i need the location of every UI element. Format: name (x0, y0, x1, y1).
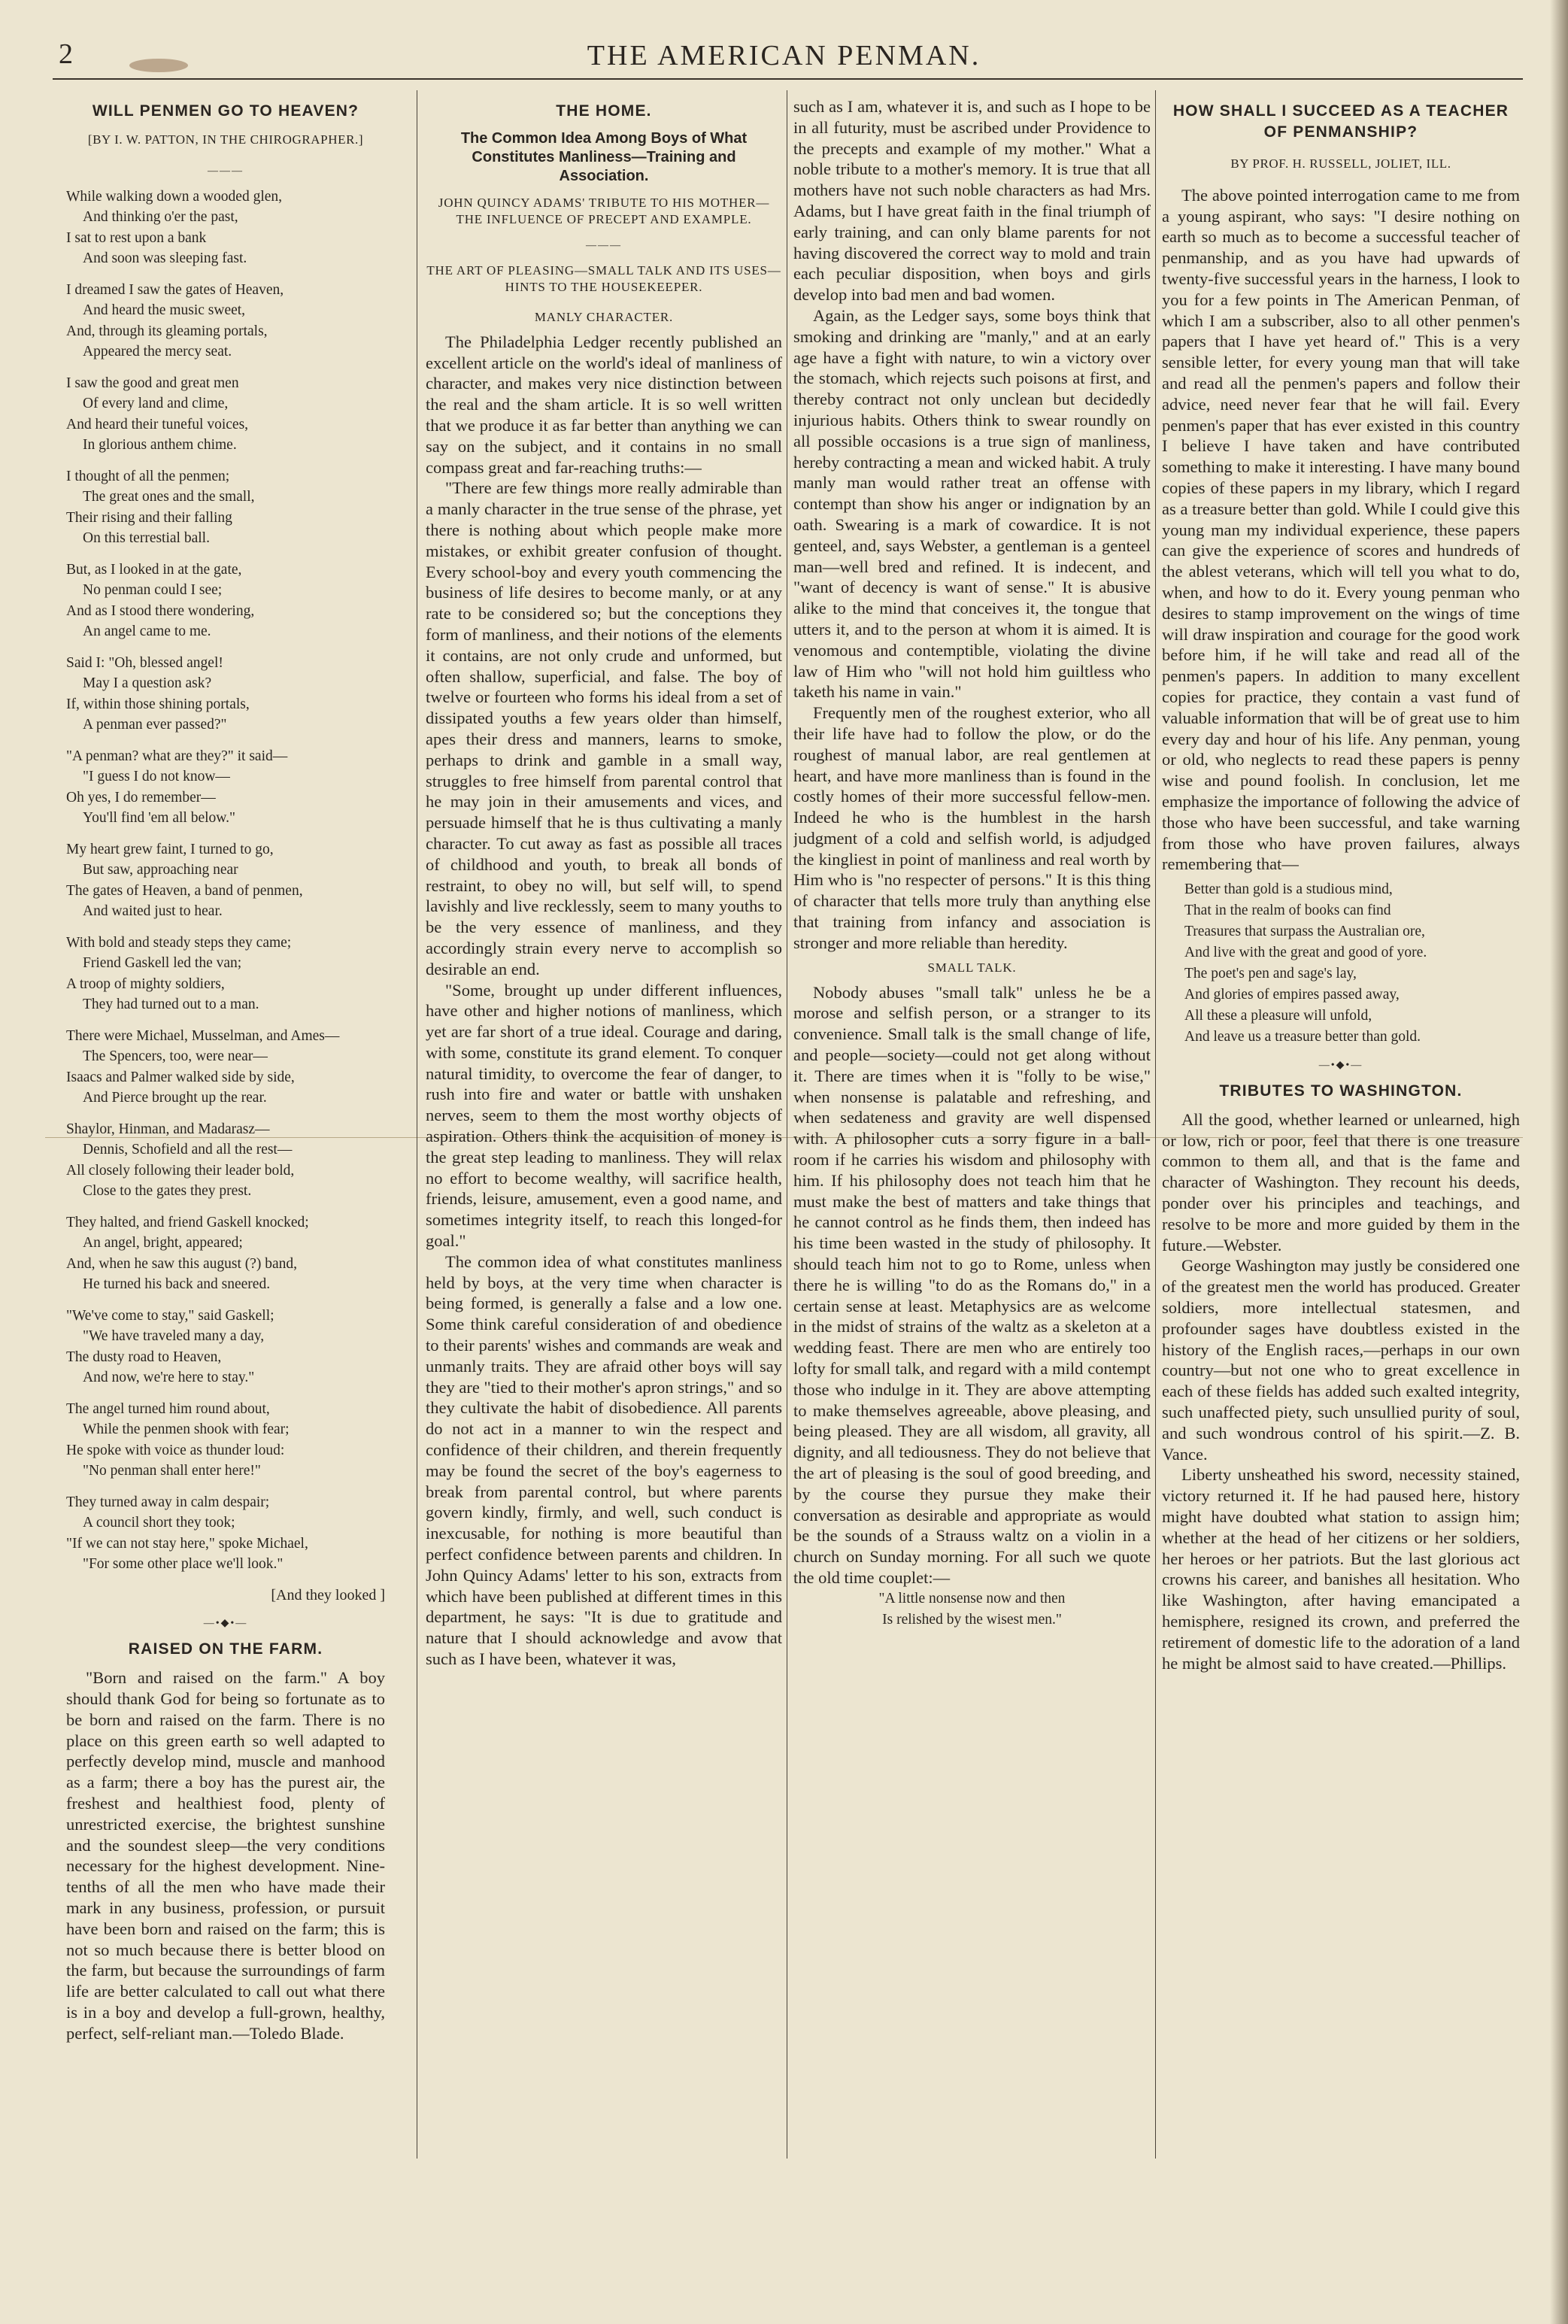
poem-line: And, when he saw this august (?) band, (66, 1255, 298, 1272)
verse-line: And leave us a treasure better than gold. (1184, 1029, 1421, 1045)
poem-line: "No penman shall enter here!" (83, 1463, 261, 1479)
poem-line: Of every land and clime, (83, 396, 229, 412)
poem-line: My heart grew faint, I turned to go, (66, 841, 274, 857)
page-number: 2 (59, 38, 73, 70)
home-paragraph: The Philadelphia Ledger recently published an excellent article on the world's ideal of manliness of character, and makes very nice distinction between the real and the sham article. It is so well written that we produce it as far better than anything we can say on the subject, and it contains in no small compass great and far-reaching truths:— (426, 332, 782, 477)
washington-paragraph: Liberty unsheathed his sword, necessity stained, victory returned it. If he had paused here, history might have doubted what station to assign him; whether at the head of her citizens or her soldiers, her heroes or her patriots. But the last glorious act crowns his career, and banishes all hesitation. Who like Washington, after having emancipated a hemisphere, resigned its crown, and preferred the retirement of domestic life to the adoration of a land he might be almost said to have created.—Phillips. (1162, 1465, 1520, 1673)
body-paragraph: Nobody abuses "small talk" unless he be a morose and selfish person, or a stranger to its convenience. Small talk is the small change of life, and people—society—could not get along without it. There are times when it is "folly to be wise," when nonsense is palatable and refreshing, and when sedateness and gravity are well dispensed with. A philosopher cuts a sorry figure in a ball-room if he carries his wisdom and philosophy with him. If his philosophy does not teach him that he must make the best of matters and take things that he cannot control as he finds them, then indeed has his time been wasted in the study of philosophy. It should teach him not to go to Rome, unless when there he is willing "to do as the Romans do," in a certain sense at least. Metaphysics are as welcome in the midst of strains of the waltz as a skeleton at a wedding feast. There are men who are entirely too lofty for small talk, and regard with a mild contempt those who indulge in it. They are above attempting to make themselves agreeable, above pleasing, and being pleased. They are all wisdom, all gravity, all dignity, and all tediousness. They do not believe that the art of pleasing is the soul of good breeding, and by the course they pursue they make their conversation as desirable and appropriate as would be the sounds of a Strauss waltz on a violin in a church on Sunday morning. For all such we quote the old time couplet:— (793, 982, 1151, 1587)
poem-line: With bold and steady steps they came; (66, 934, 292, 951)
poem-line: Appeared the mercy seat. (83, 344, 232, 360)
column-2 (426, 96, 782, 2157)
poem-line: But, as I looked in at the gate, (66, 561, 242, 578)
poem-line: The great ones and the small, (83, 489, 255, 505)
poem-line: "For some other place we'll look." (83, 1556, 284, 1573)
poem-stanza (66, 1119, 385, 1202)
poem-line: While the penmen shook with fear; (83, 1421, 290, 1438)
poem-line: The gates of Heaven, a band of penmen, (66, 882, 303, 899)
poem-line: And soon was sleeping fast. (83, 250, 247, 267)
column-rule (1155, 90, 1156, 2159)
poem-stanza (66, 933, 385, 1015)
poem-line: I sat to rest upon a bank (66, 229, 207, 246)
poem-line: And heard the music sweet, (83, 302, 246, 319)
poem-line: Isaacs and Palmer walked side by side, (66, 1069, 295, 1085)
home-caps-1: JOHN QUINCY ADAMS' TRIBUTE TO HIS MOTHER—THE INFLUENCE OF PRECEPT AND EXAMPLE. (438, 196, 770, 226)
poem-line: A troop of mighty soldiers, (66, 975, 225, 992)
column-1 (66, 96, 385, 2157)
washington-paragraph: George Washington may justly be considered one of the greatest men the world has produced. Greater soldiers, more intellectual statesmen, and profounder sages have doubtless existed in the history of the English races,—perhaps in our own country—but not one who to great excellence in each of these fields has added such exalted integrity, such unaffected piety, such unsullied purity of soul, and such wondrous control of his spirit.—Z. B. Vance. (1162, 1256, 1520, 1464)
poem-stanza (66, 1026, 385, 1109)
poem-line: Close to the gates they prest. (83, 1183, 252, 1200)
poem-line: No penman could I see; (83, 582, 223, 599)
home-paragraph: "There are few things more really admirable than a manly character in the true sense of the phrase, yet there is nothing about which people make more mistakes, or exhibit greater confusion of thought. Every school-boy and every youth commencing the business of life desires to become manly, or at any rate to be considered so; but the conceptions they form of manliness, and their notions of the elements it contains, are not only crude and unformed, but often shallow, superficial, and false. The boy of twelve or fourteen who forms his ideal from a set of dissipated youths a few years older than himself, apes their dress and manners, learns to smoke, perhaps to drink and gamble in a small way, struggles to free himself from parental control that he may join in their amusements and vices, and persuade himself that he is thus cultivating a manly character. To cut away as fast as possible all traces of childhood and youth, to break all bonds of restraint, to obey no will, but self will, to spend lavishly and live recklessly, seem to many youths to be the very essence of manliness, and they accordingly strain every nerve to accomplish so desirable an end. (426, 478, 782, 978)
poem-line: Shaylor, Hinman, and Madarasz— (66, 1121, 270, 1137)
poem-line: I saw the good and great men (66, 375, 239, 391)
poem-line: The Spencers, too, were near— (83, 1048, 268, 1065)
verse-line: Treasures that surpass the Australian ore, (1184, 924, 1425, 940)
poem-line: He spoke with voice as thunder loud: (66, 1442, 285, 1458)
poem-line: They halted, and friend Gaskell knocked; (66, 1214, 309, 1230)
poem-line: And, through its gleaming portals, (66, 323, 268, 339)
farm-paragraph: "Born and raised on the farm." A boy should thank God for being so fortunate as to be born and raised on the farm. There is no place on this green earth so well adapted to perfectly develop mind, muscle and manhood as a farm; there a boy has the purest air, the freshest and healthiest food, plenty of unrestricted exercise, the brightest sunshine and the soundest sleep—the very conditions necessary for the highest development. Nine-tenths of all the men who have made their mark in any business, profession, or pursuit have been born and raised on the farm; this is not so much because there is better blood on the farm, but because the surroundings of farm life are better calculated to call out what there is in a boy and develop a full-grown, healthy, perfect, self-reliant man.—Toledo Blade. (66, 1668, 385, 2043)
poem-line: Said I: "Oh, blessed angel! (66, 654, 223, 671)
poem-line: A penman ever passed?" (83, 717, 227, 733)
poem-line: Oh yes, I do remember— (66, 789, 216, 806)
verse-line: And glories of empires passed away, (1184, 987, 1400, 1003)
poem-line: May I a question ask? (83, 675, 212, 692)
poem-line: And thinking o'er the past, (83, 209, 238, 226)
section-head-small-talk: SMALL TALK. (927, 960, 1017, 975)
home-title: THE HOME. (556, 102, 652, 120)
column-3 (793, 96, 1151, 2157)
teacher-paragraph: The above pointed interrogation came to me from a young aspirant, who says: "I desire nothing on earth so much as to become a successful teacher of penmanship, and as you have had upwards of twenty-five successful years in the harness, I look to you for a few points in The American Penman, of which I am a subscriber, also to all other penmen's papers that I have yet heard of." This is a very sensible letter, for every young man that will take and read all the penmen's papers and follow their advice, need never fear that he will fail. Every penmen's paper that has ever existed in this country I believe I have taken and have contributed something to make it interesting. I have many bound copies of these papers in my library, which I regard as a treasure better than gold. While I could give this young man my individual experience, these papers can give the experience of scores and hundreds of the ablest veterans, which will tell you what to do, when, and how to do it. Every young penman who desires to stamp improvement on the wings of time will draw inspiration and courage for the good work before him, if he will take and read all of the penmen's papers. In addition to many excellent copies for practice, they contain a vast fund of valuable information that will be of great use to him every day and hour of his life. Any penman, young or old, who neglects to read these papers is penny wise and pound foolish. In conclusion, let me emphasize the importance of following the advice of those who have been successful, and take warning from those who have proven failures, always remembering that— (1162, 185, 1520, 874)
page-edge-shadow (1550, 0, 1568, 2324)
poem-line: "I guess I do not know— (83, 769, 230, 785)
poem-line: And now, we're here to stay." (83, 1370, 255, 1386)
poem-line: On this terrestial ball. (83, 530, 210, 547)
verse-line: The poet's pen and sage's lay, (1184, 966, 1357, 982)
body-paragraph: Again, as the Ledger says, some boys think that smoking and drinking are "manly," and at an early age have a fight with nature, to win a victory over the stomach, which rejects such poisons at first, and thereby contract not only unclean but decidedly injurious habits. Others think to swear roundly on all possible occasions is a true sign of manliness, hereby contracting a mean and wicked habit. A truly manly man would rather treat an offense with contempt than show his anger or indignation by an oath. Swearing is a mark of cowardice. It is not genteel, and, says Webster, a gentleman is a genteel man—well bred and refined. It is indecent, and "want of decency is want of sense." It is abusive alike to the mind that conceives it, the tongue that utters it, and to the person at whom it is aimed. It is venomous and contemptible, violating the divine law of Him who "will not hold him guiltless who taketh his name in vain." (793, 305, 1151, 702)
poem-line: Dennis, Schofield and all the rest— (83, 1142, 293, 1158)
teacher-byline: BY PROF. H. RUSSELL, JOLIET, ILL. (1230, 156, 1451, 171)
poem-stanza (66, 466, 385, 549)
teacher-title: HOW SHALL I SUCCEED AS A TEACHER OF PENMANSHIP? (1172, 102, 1509, 141)
poem-title: WILL PENMEN GO TO HEAVEN? (92, 102, 359, 120)
poem-stanza (66, 746, 385, 829)
poem-stanza (66, 653, 385, 736)
verse-block (1162, 879, 1520, 1048)
poem-line: An angel came to me. (83, 623, 211, 640)
poem-line: "If we can not stay here," spoke Michael, (66, 1535, 308, 1552)
poem-line: The angel turned him round about, (66, 1400, 270, 1417)
poem-line: All closely following their leader bold, (66, 1162, 295, 1179)
couplet-line: Is relished by the wisest men." (882, 1611, 1062, 1628)
poem-stanza (66, 187, 385, 269)
home-paragraph: "Some, brought up under different influences, have other and higher notions of manliness, which yet are far short of a true ideal. Courage and daring, with some, constitute its grand element. To conquer natural timidity, to overcome the fear of danger, to rush into fire and water or battle with unshaken nerves, seem to them the most worthy objects of aspiration. Others think the acquisition of money is the great step leading to manliness. They will relax no effort to become wealthy, will sacrifice health, friends, leisure, amusement, even a good name, and sometimes integrity itself, to reach this longed-for goal." (426, 980, 782, 1251)
poem-line: He turned his back and sneered. (83, 1276, 271, 1293)
poem-stanza (66, 560, 385, 642)
poem-line: "We have traveled many a day, (83, 1328, 265, 1345)
poem-line: If, within those shining portals, (66, 696, 250, 712)
poem-end: [And they looked ] (271, 1586, 385, 1603)
poem-line: And heard their tuneful voices, (66, 416, 249, 432)
verse-line: Better than gold is a studious mind, (1184, 881, 1393, 898)
washington-title: TRIBUTES TO WASHINGTON. (1219, 1082, 1463, 1100)
poem-stanza (66, 1306, 385, 1388)
poem-line: A council short they took; (83, 1515, 235, 1531)
poem-line: While walking down a wooded glen, (66, 188, 283, 205)
poem-line: "We've come to stay," said Gaskell; (66, 1307, 274, 1324)
poem-stanza (66, 1399, 385, 1482)
poem-line: Their rising and their falling (66, 509, 232, 526)
home-paragraph: The common idea of what constitutes manliness held by boys, at the very time when character is being formed, is generally a false and a low one. Some think careful consideration of and obedience to their parents' wishes and commands are weak and unmanly traits. They are afraid other boys will say they are "tied to their mother's apron strings," and so they cultivate the habit of disobedience. All parents do not act in a manner to win the respect and confidence of their children, and therein frequently may be found the secret of the boy's eagerness to break from parental control, but where parents govern kindly, firmly, and well, such conduct is inexcusable, for nothing is more beautiful than perfect confidence between parents and children. In John Quincy Adams' letter to his son, extracts from which have been published at different times in this department, he says: "It is due to gratitude and nature that I should acknowledge and avow that such as I have been, whatever it was, (426, 1252, 782, 1668)
masthead: THE AMERICAN PENMAN. (587, 40, 981, 71)
continued-paragraph: such as I am, whatever it is, and such as I hope to be in all futurity, must be ascribed under Providence to the precepts and example of my mother." What a noble tribute to a mother's memory. It is true that all mothers have not such noble characters as had Mrs. Adams, but I have great faith in the final triumph of early training, and can only blame parents for not having discovered the correct way to mold and train each peculiar disposition, when boys and girls develop into bad men and bad women. (793, 97, 1151, 305)
poem-line: They turned away in calm despair; (66, 1494, 270, 1510)
separator-ornament: ——— (586, 240, 622, 251)
section-head-manly: MANLY CHARACTER. (534, 309, 674, 324)
poem-line: You'll find 'em all below." (83, 810, 235, 827)
column-4 (1162, 96, 1520, 2157)
poem-line: And as I stood there wondering, (66, 602, 255, 619)
poem-line: They had turned out to a man. (83, 997, 259, 1013)
header-rule (53, 78, 1523, 80)
separator-ornament: ——— (208, 165, 244, 177)
couplet-line: "A little nonsense now and then (878, 1590, 1066, 1606)
verse-line: That in the realm of books can find (1184, 903, 1391, 919)
poem-line: And Pierce brought up the rear. (83, 1090, 267, 1106)
poem-line: But saw, approaching near (83, 862, 238, 878)
body-paragraph: Frequently men of the roughest exterior, who all their life have had to follow the plow, or do the roughest of manual labor, are real gentlemen at heart, and have more manliness than is found in the costly homes of their more successful fellow-men. Indeed he who is the humblest in the harsh judgment of a cold and selfish world, is adjudged the kingliest in point of manliness and real worth by Him who is "no respecter of persons." It is this thing of character that tells more truly than anything else that training from infancy and association is stronger and more reliable than heredity. (793, 703, 1151, 952)
poem-line: The dusty road to Heaven, (66, 1349, 222, 1365)
poem-stanza (66, 373, 385, 456)
poem-body (66, 187, 385, 1575)
poem-line: "A penman? what are they?" it said— (66, 748, 288, 764)
verse-line: All these a pleasure will unfold, (1184, 1008, 1372, 1024)
poem-stanza (66, 280, 385, 363)
poem-line: Friend Gaskell led the van; (83, 955, 242, 972)
poem-stanza (66, 1212, 385, 1295)
home-subtitle: The Common Idea Among Boys of What Constitutes Manliness—Training and Association. (460, 130, 748, 184)
verse-line: And live with the great and good of yore. (1184, 945, 1427, 961)
poem-byline: [BY I. W. PATTON, IN THE CHIROGRAPHER.] (87, 132, 364, 147)
poem-line: There were Michael, Musselman, and Ames— (66, 1027, 340, 1044)
poem-line: And waited just to hear. (83, 903, 223, 920)
poem-stanza (66, 1492, 385, 1575)
separator-ornament: —•◆•— (1318, 1060, 1363, 1072)
poem-line: An angel, bright, appeared; (83, 1235, 243, 1252)
washington-paragraph: All the good, whether learned or unlearned, high or low, rich or poor, feel that there is one treasure common to them all, and that is the fame and character of Washington. They recount his deeds, ponder over his principles and teachings, and resolve to be more and more guided by them in the future.—Webster. (1162, 1109, 1520, 1255)
farm-title: RAISED ON THE FARM. (128, 1640, 323, 1658)
separator-ornament: —•◆•— (203, 1618, 248, 1630)
home-caps-2: THE ART OF PLEASING—SMALL TALK AND ITS USES—HINTS TO THE HOUSEKEEPER. (426, 262, 781, 294)
poem-line: I thought of all the penmen; (66, 468, 230, 484)
poem-stanza (66, 839, 385, 922)
poem-line: In glorious anthem chime. (83, 437, 237, 454)
poem-line: I dreamed I saw the gates of Heaven, (66, 281, 284, 298)
